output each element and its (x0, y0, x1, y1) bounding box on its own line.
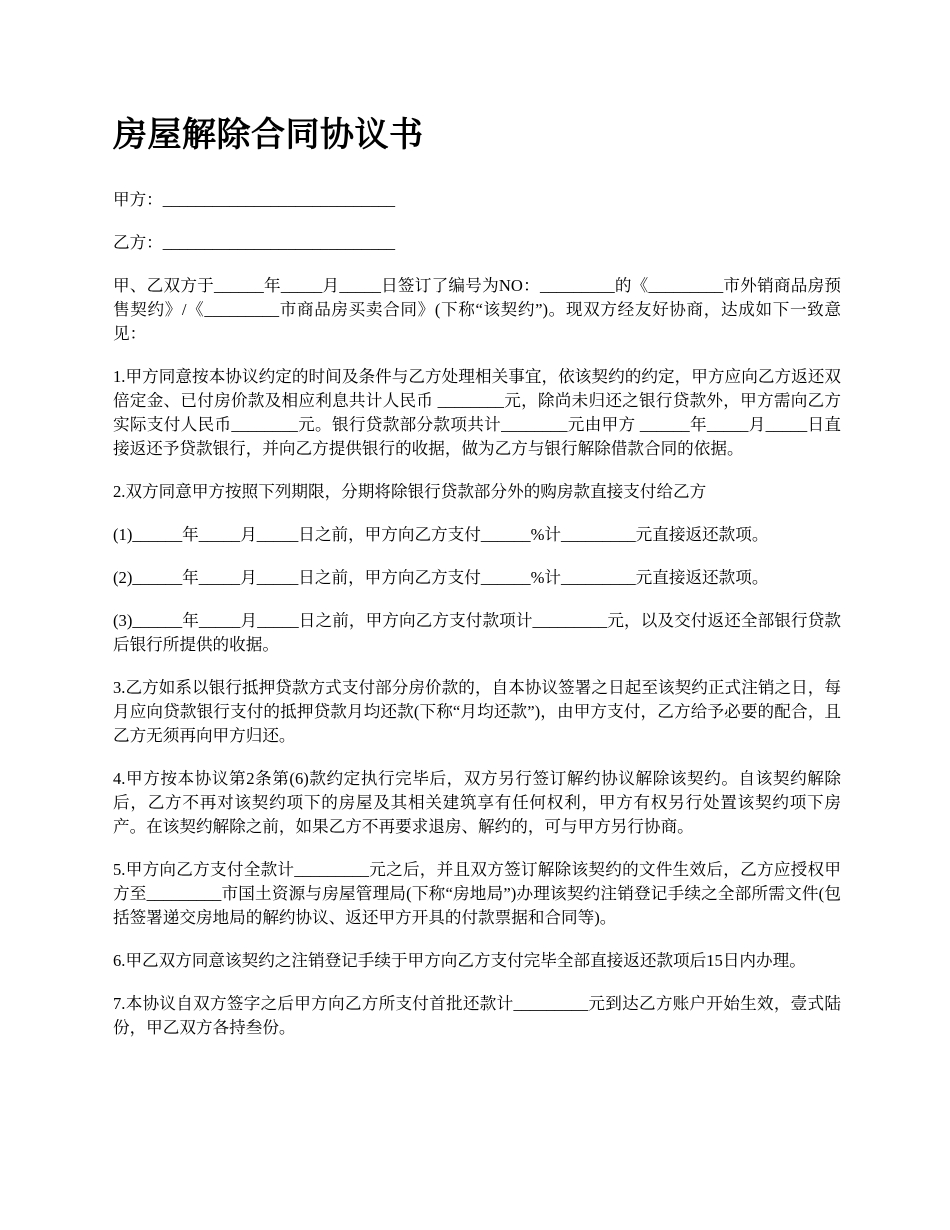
clause-2-item-3: (3)______年_____月_____日之前，甲方向乙方支付款项计_________元，以及交付返还全部银行贷款后银行所提供的收据。 (113, 611, 841, 654)
party-b-line: 乙方：____________________________ (113, 233, 396, 252)
intro-paragraph: 甲、乙双方于______年_____月_____日签订了编号为NO：_________的《_________市外销商品房预售契约》/《_________市商品房买卖合同》(下称“该契约”)。现双方经友好协商，达成如下一致意见： (113, 276, 841, 343)
clause-2-item-1: (1)______年_____月_____日之前，甲方向乙方支付______%计_________元直接返还款项。 (113, 525, 769, 544)
document-page (113, 112, 841, 1059)
clause-4: 4.甲方按本协议第2条第(6)款约定执行完毕后，双方另行签订解约协议解除该契约。自该契约解除后，乙方不再对该契约项下的房屋及其相关建筑享有任何权利，甲方有权另行处置该契约项下房产。在该契约解除之前，如果乙方不再要求退房、解约的，可与甲方另行协商。 (113, 769, 841, 836)
party-a-line: 甲方：____________________________ (113, 190, 396, 209)
clause-7: 7.本协议自双方签字之后甲方向乙方所支付首批还款计_________元到达乙方账户开始生效，壹式陆份，甲乙双方各持叁份。 (113, 994, 841, 1037)
clause-5: 5.甲方向乙方支付全款计_________元之后，并且双方签订解除该契约的文件生效后，乙方应授权甲方至_________市国土资源与房屋管理局(下称“房地局”)办理该契约注销登记手续之全部所需文件(包括签署递交房地局的解约协议、返还甲方开具的付款票据和合同等)。 (113, 860, 841, 927)
document-title: 房屋解除合同协议书 (113, 117, 424, 154)
clause-2-item-2: (2)______年_____月_____日之前，甲方向乙方支付______%计_________元直接返还款项。 (113, 568, 769, 587)
clause-6: 6.甲乙双方同意该契约之注销登记手续于甲方向乙方支付完毕全部直接返还款项后15日内办理。 (113, 951, 806, 970)
clause-2: 2.双方同意甲方按照下列期限，分期将除银行贷款部分外的购房款直接支付给乙方 (113, 482, 707, 501)
clause-3: 3.乙方如系以银行抵押贷款方式支付部分房价款的，自本协议签署之日起至该契约正式注销之日，每月应向贷款银行支付的抵押贷款月均还款(下称“月均还款”)，由甲方支付，乙方给予必要的配合，且乙方无须再向甲方归还。 (113, 678, 841, 745)
clause-1: 1.甲方同意按本协议约定的时间及条件与乙方处理相关事宜，依该契约的约定，甲方应向乙方返还双倍定金、已付房价款及相应利息共计人民币 ________元，除尚未归还之银行贷款外，甲方需向乙方实际支付人民币________元。银行贷款部分款项共计________元由甲方 ______年_____月_____日直接返还予贷款银行，并向乙方提供银行的收据，做为乙方与银行解除借款合同的依据。 (113, 367, 841, 458)
